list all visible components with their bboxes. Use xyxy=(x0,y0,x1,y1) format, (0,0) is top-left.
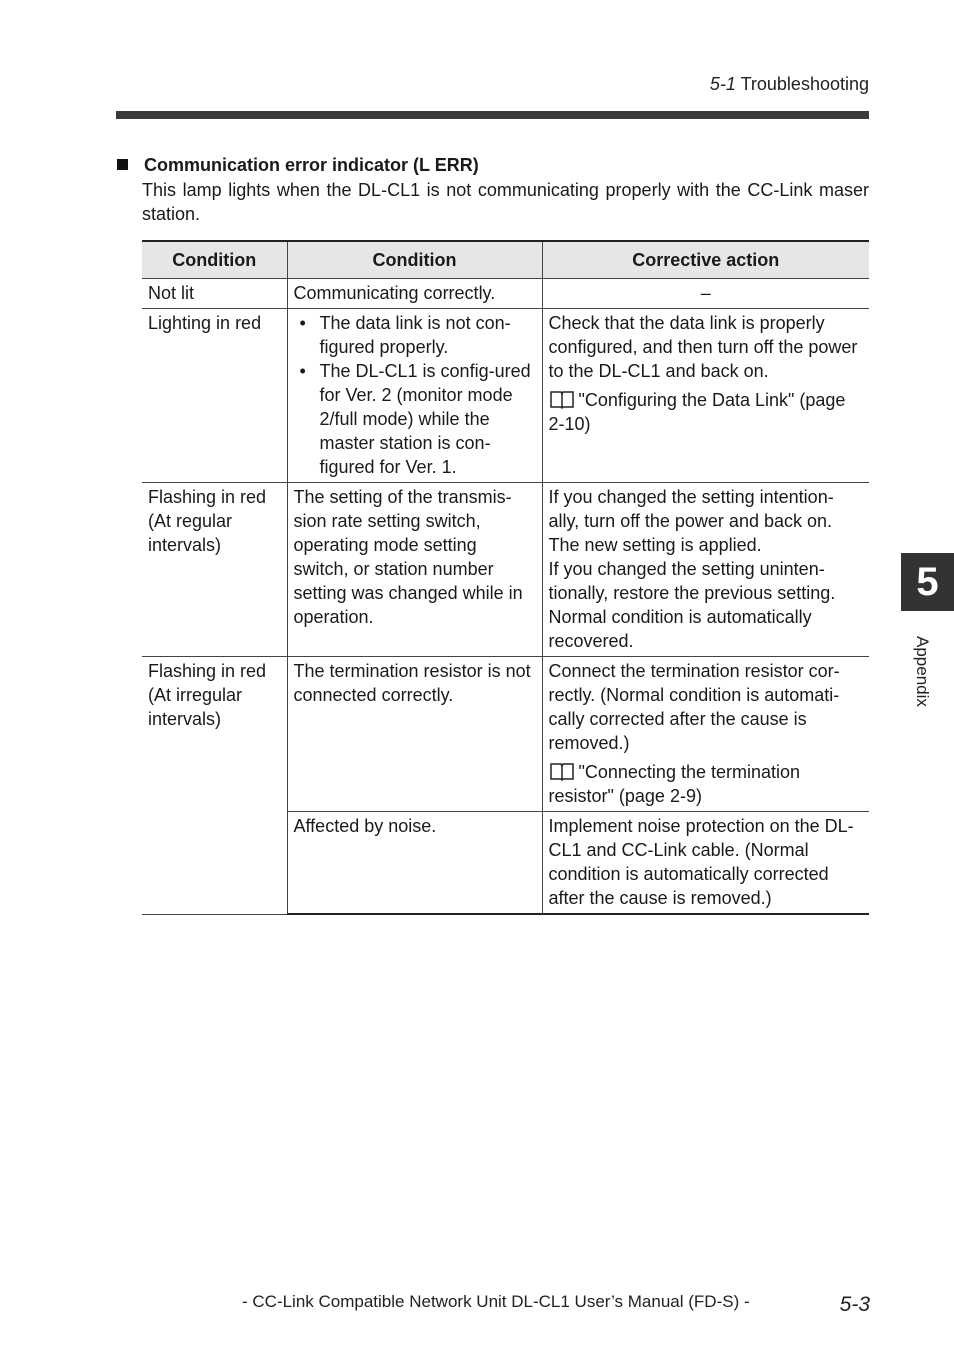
status-cell: Not lit xyxy=(142,279,287,309)
footer-text: - CC-Link Compatible Network Unit DL-CL1 User’s Manual (FD-S) - xyxy=(242,1292,750,1311)
table-row xyxy=(142,279,869,309)
error-indicator-table xyxy=(142,240,869,915)
page-number: 5-3 xyxy=(839,1293,870,1316)
condition-cell xyxy=(287,309,542,483)
condition-cell: Communicating correctly. xyxy=(287,279,542,309)
section-title-text: Communication error indicator (L ERR) xyxy=(144,155,479,175)
book-icon xyxy=(549,389,575,409)
action-text: Check that the data link is properly configured, and then turn off the power to the DL-CL1 and back on. xyxy=(548,313,858,381)
cross-reference xyxy=(549,760,864,808)
action-cell xyxy=(542,309,869,483)
status-cell: Flashing in red (At irregular intervals) xyxy=(142,657,287,915)
action-text: If you changed the setting intention-ally, turn off the power and back on. The new setting is applied. xyxy=(548,487,834,555)
running-header xyxy=(710,74,869,95)
action-cell: – xyxy=(542,279,869,309)
action-text: If you changed the setting uninten-tionally, restore the previous setting. Normal condition is automatically recovered. xyxy=(548,559,836,651)
chapter-tab: 5 xyxy=(901,553,954,611)
action-cell: Implement noise protection on the DL-CL1 and CC-Link cable. (Normal condition is automatically corrected after the cause is removed.) xyxy=(542,812,869,915)
action-cell xyxy=(542,657,869,812)
header-section-title: Troubleshooting xyxy=(740,74,869,94)
column-header-status: Condition xyxy=(142,241,287,279)
condition-list xyxy=(294,311,536,479)
condition-item: • The DL-CL1 is config-ured for Ver. 2 (monitor mode 2/full mode) while the master station is con-figured for Ver. 1. xyxy=(320,359,536,479)
section-title xyxy=(117,155,479,176)
condition-cell: Affected by noise. xyxy=(287,812,542,915)
action-cell xyxy=(542,483,869,657)
book-icon xyxy=(549,761,575,781)
table-header-row xyxy=(142,241,869,279)
status-cell: Flashing in red (At regular intervals) xyxy=(142,483,287,657)
table-row xyxy=(142,483,869,657)
column-header-action: Corrective action xyxy=(542,241,869,279)
action-text: Connect the termination resistor cor-rectly. (Normal condition is automati-cally corrected after the cause is removed.) xyxy=(548,661,840,753)
condition-cell: The setting of the transmis-sion rate setting switch, operating mode setting switch, or station number setting was changed while in operation. xyxy=(287,483,542,657)
chapter-tab-label: Appendix xyxy=(913,636,932,707)
cross-reference xyxy=(549,388,864,436)
table-row xyxy=(142,657,869,812)
header-section-number: 5-1 xyxy=(709,74,736,94)
cross-reference-text: "Configuring the Data Link" (page 2-10) xyxy=(548,390,846,434)
header-rule xyxy=(116,111,869,119)
cross-reference-text: "Connecting the termination resistor" (page 2-9) xyxy=(548,762,801,806)
condition-cell: The termination resistor is not connected correctly. xyxy=(287,657,542,812)
column-header-condition: Condition xyxy=(287,241,542,279)
condition-item: • The data link is not con-figured properly. xyxy=(320,311,536,359)
table-row xyxy=(142,309,869,483)
status-cell: Lighting in red xyxy=(142,309,287,483)
section-intro: This lamp lights when the DL-CL1 is not communicating properly with the CC-Link maser station. xyxy=(142,180,869,224)
square-bullet-icon xyxy=(117,159,128,170)
